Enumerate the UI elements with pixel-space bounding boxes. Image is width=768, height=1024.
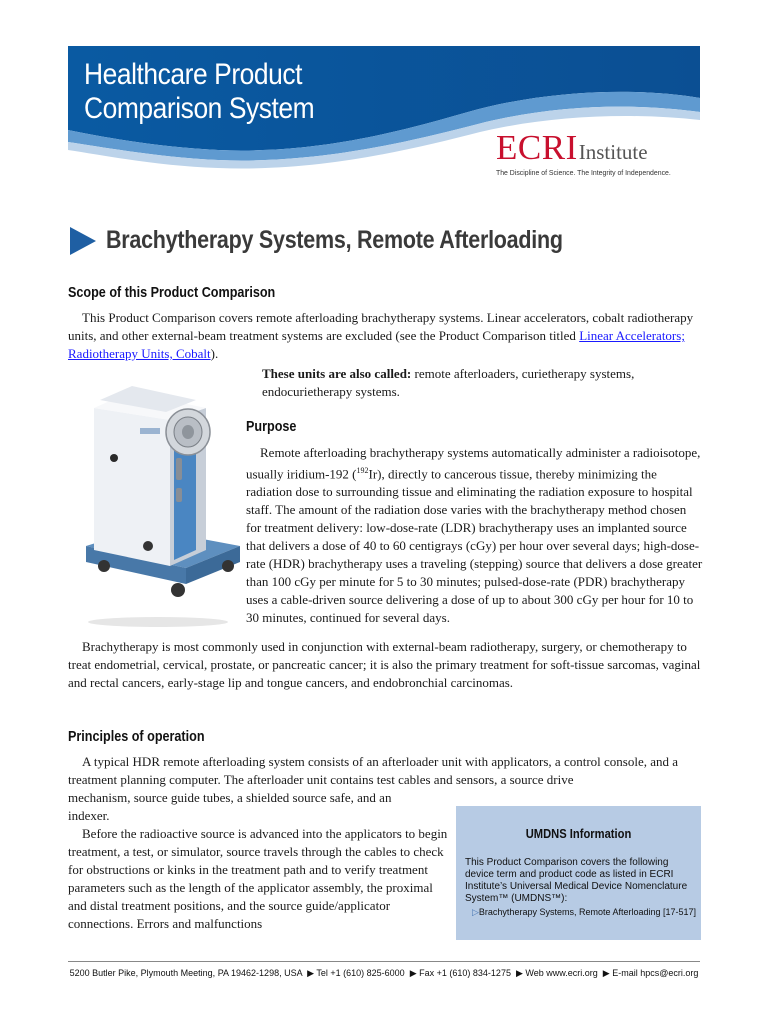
footer-divider [68,961,700,962]
also-called-paragraph [262,365,702,401]
principles-paragraph-2: Before the radioactive source is advanced into the applicators to begin treatment, a test, or simulator, source travels through the cables to check for obstructions or kinks in the treatment path and to verify treatment parameters such as the length of the applicator assembly, the proximal and distal treatment positions, and the source guide/applicator connections. Errors and malfunctions [68,826,448,931]
isotope-superscript: 192 [356,466,369,475]
umdns-title: UMDNS Information [525,826,632,841]
scope-text: This Product Comparison covers remote afterloading brachytherapy systems. Linear accelerators, cobalt radiotherapy units, and other external-beam treatment systems are excluded (see the Product Comparison titled [68,310,694,343]
document-title-row [70,226,637,255]
also-called-label: These units are also called: [262,366,412,381]
footer-address: 5200 Butler Pike, Plymouth Meeting, PA 19462-1298, USA [69,968,303,978]
triangle-right-icon: ▶ [307,968,315,978]
purpose-text: Remote afterloading brachytherapy systems automatically administer a radioisotope, usually iridium-192 ( [246,445,701,482]
principles-paragraph-1-cont: mechanism, source guide tubes, a shielded source safe, and an indexer. [68,790,392,823]
title-line-1: Healthcare Product [84,58,303,91]
purpose-heading: Purpose [246,418,297,435]
title-arrow-icon [70,227,96,255]
header-banner [68,46,700,178]
scope-heading: Scope of this Product Comparison [68,284,276,301]
product-system-title [84,58,314,126]
ecri-institute-logo [496,130,696,177]
scope-paragraph [68,309,704,363]
triangle-right-icon: ▶ [409,968,417,978]
afterloader-device-image [78,378,243,630]
scope-text-end: ). [210,346,219,361]
footer-email[interactable]: E-mail hpcs@ecri.org [612,968,699,978]
logo-tagline: The Discipline of Science. The Integrity of Independence. [496,168,671,177]
umdns-list-item [472,907,696,918]
logo-ecri-text: ECRI [496,128,578,167]
triangle-right-icon: ▷ [472,907,479,917]
umdns-description: This Product Comparison covers the following device term and product code as listed in ECRI Institute’s Universal Medical Device Nomenclature System™ (UMDNS™): [465,857,688,904]
principles-paragraph-1: A typical HDR remote afterloading system consists of an afterloader unit with applicators, a control console, and a treatment planning computer. The afterloader unit contains test cables and sensors, a source drive [68,754,679,787]
triangle-right-icon: ▶ [515,968,523,978]
title-line-2: Comparison System [84,92,315,125]
triangle-right-icon: ▶ [602,968,610,978]
umdns-item-text: Brachytherapy Systems, Remote Afterloading [17-517] [478,907,697,917]
footer-tel: Tel +1 (610) 825-6000 [316,968,405,978]
also-called-text: remote afterloaders, curietherapy systems, endocurietherapy systems. [262,366,635,399]
purpose-text-cont: Ir), directly to cancerous tissue, thereby minimizing the radiation dose to surrounding tissue and eliminating the radiation exposure to hospital staff. The amount of the radiation dose varies with the brachytherapy method chosen for treatment delivery: low-dose-rate (LDR) brachytherapy uses an implanted source that delivers a dose of 40 to 60 centigrays (cGy) per hour over several days; high-dose-rate (HDR) brachytherapy uses a traveling (stepping) source that delivers a dose greater than 100 cGy per minute for 5 to 30 minutes; pulsed-dose-rate (PDR) brachytherapy uses a cable-driven source delivering a dose of up to about 300 cGy per hour for 10 to 30 minutes, continued for several days. [246,466,703,626]
purpose-paragraph-1 [246,444,704,627]
linear-accelerators-link[interactable]: Linear Accelerators; Radiotherapy Units, Cobalt [68,328,685,361]
principles-heading: Principles of operation [68,728,205,745]
logo-institute-text: Institute [578,140,648,164]
umdns-info-box [456,806,701,940]
footer-fax: Fax +1 (610) 834-1275 [419,968,511,978]
document-title: Brachytherapy Systems, Remote Afterloading [106,226,563,254]
footer-web[interactable]: Web www.ecri.org [525,968,598,978]
purpose-paragraph-2: Brachytherapy is most commonly used in conjunction with external-beam radiotherapy, surgery, or chemotherapy to treat endometrial, cervical, prostate, or pancreatic cancer; it is also the primary treatment for soft-tissue sarcomas, vaginal and rectal cancers, early-stage lip and tongue cancers, and endobronchial carcinomas. [68,639,701,690]
page-footer [68,968,700,979]
